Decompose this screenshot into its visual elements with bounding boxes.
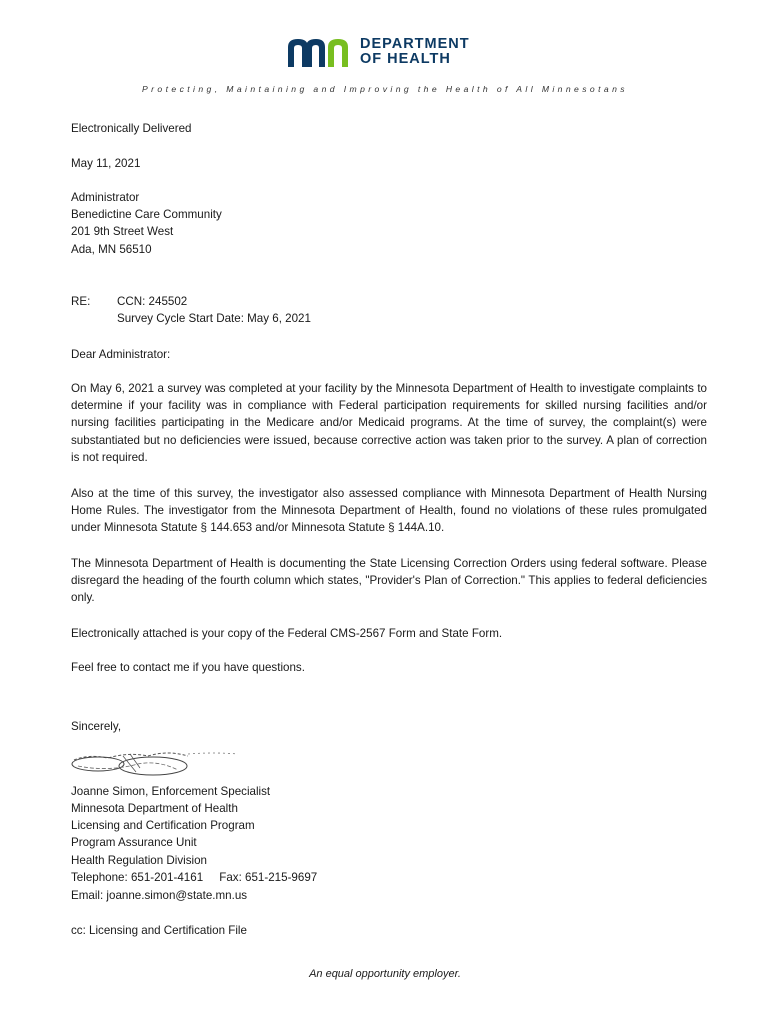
recipient-facility: Benedictine Care Community xyxy=(71,208,222,221)
signer-unit: Program Assurance Unit xyxy=(71,836,197,849)
logo-line-1: DEPARTMENT xyxy=(360,36,470,52)
logo-line-2: OF HEALTH xyxy=(360,51,451,67)
tagline: Protecting, Maintaining and Improving the Health of All Minnesotans xyxy=(142,84,628,94)
signature-image xyxy=(68,742,248,782)
recipient-street: 201 9th Street West xyxy=(71,225,174,238)
re-label: RE: xyxy=(71,295,91,308)
paragraph-nursing-home-rules: Also at the time of this survey, the investigator also assessed compliance with Minnesota Department of Health Nursing Home Rules. The investigator from the Minnesota Department of Health, found no violations of these rules promulgated under Minnesota Statute § 144.653 and/or Minnesota Statute § 144A.10. xyxy=(71,487,707,535)
recipient-city: Ada, MN 56510 xyxy=(71,243,152,256)
cc-line: cc: Licensing and Certification File xyxy=(71,924,247,937)
closing: Sincerely, xyxy=(71,720,122,733)
signer-email: Email: joanne.simon@state.mn.us xyxy=(71,889,248,902)
mdh-logo xyxy=(288,34,488,70)
paragraph-survey: On May 6, 2021 a survey was completed at your facility by the Minnesota Department of Health to investigate complaints to determine if your facility was in compliance with Federal participation requirements for skilled nursing facilities and/or nursing facilities participating in the Medicare and/or Medicaid programs. At the time of survey, the complaint(s) were substantiated but no deficiencies were issued, because corrective action was taken prior to the survey. A plan of correction is not required. xyxy=(71,382,707,464)
letter-date: May 11, 2021 xyxy=(71,157,141,170)
delivery-method: Electronically Delivered xyxy=(71,122,192,135)
footer-text: An equal opportunity employer. xyxy=(309,968,461,980)
signer-phone-fax: Telephone: 651-201-4161 Fax: 651-215-9697 xyxy=(71,871,318,884)
signer-program: Licensing and Certification Program xyxy=(71,819,255,832)
re-ccn: CCN: 245502 xyxy=(117,295,188,308)
signer-name-title: Joanne Simon, Enforcement Specialist xyxy=(71,785,271,798)
salutation: Dear Administrator: xyxy=(71,348,171,361)
recipient-title: Administrator xyxy=(71,191,140,204)
paragraph-contact: Feel free to contact me if you have questions. xyxy=(71,661,305,674)
mn-logo-icon xyxy=(288,37,354,67)
signer-department: Minnesota Department of Health xyxy=(71,802,238,815)
signer-division: Health Regulation Division xyxy=(71,854,207,867)
paragraph-attachment: Electronically attached is your copy of the Federal CMS-2567 Form and State Form. xyxy=(71,627,503,640)
re-survey-cycle: Survey Cycle Start Date: May 6, 2021 xyxy=(117,312,311,326)
paragraph-state-licensing: The Minnesota Department of Health is documenting the State Licensing Correction Orders using federal software. Please disregard the heading of the fourth column which states, "Provider's Plan of Correction." This applies to federal deficiencies only. xyxy=(71,557,707,605)
logo-wordmark xyxy=(360,37,470,67)
re-block xyxy=(117,293,311,327)
